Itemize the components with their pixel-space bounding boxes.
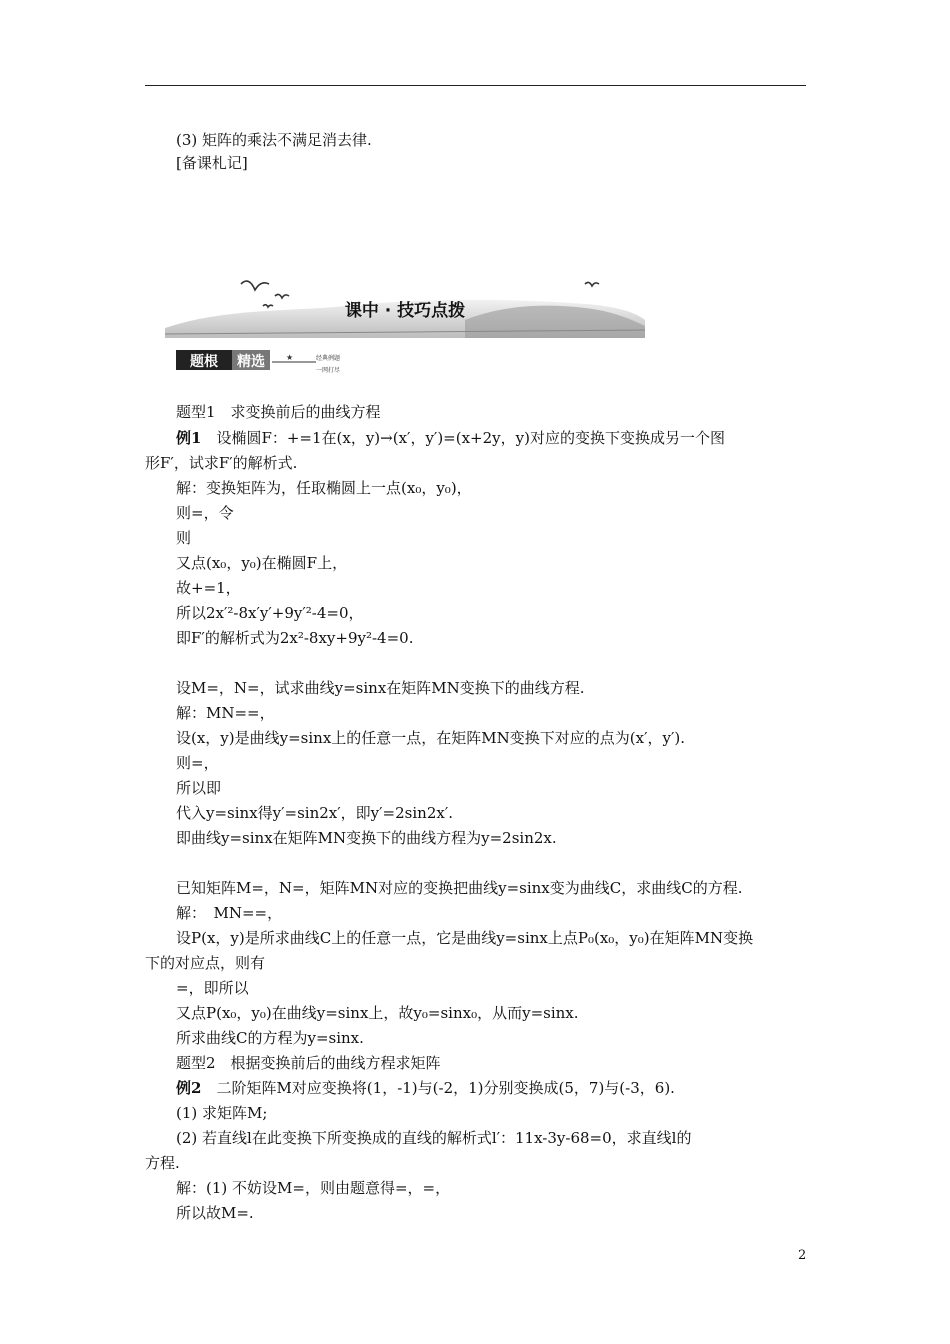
badge-sub: 精选 (237, 354, 265, 370)
solution-2-line-1: 解：(1) 不妨设M=，则由题意得=，=， (176, 1179, 451, 1197)
variant-1-solution-4: 所以即 (176, 779, 222, 797)
variant-1-solution-1: 解：MN==， (176, 704, 275, 722)
lesson-notes-label: [备课札记] (176, 154, 248, 172)
variant-2-solution-1: 解： MN==， (176, 904, 283, 922)
variant-1-solution-5: 代入y=sinx得y′=sin2x′，即y′=2sin2x′. (176, 804, 453, 822)
solution-1-line-5: 故+=1， (176, 579, 241, 597)
solution-1-line-2: 则=，令 (176, 504, 234, 522)
example-2-part-1: (1) 求矩阵M; (176, 1104, 268, 1122)
solution-2-line-2: 所以故M=. (176, 1204, 254, 1222)
badge-main: 题根 (190, 354, 218, 370)
banner-title: 课中 · 技巧点拨 (344, 301, 466, 321)
solution-1-line-3: 则 (176, 529, 192, 547)
star-icon: ★ (286, 353, 294, 362)
page-number: 2 (798, 1248, 807, 1263)
type-1-heading: 题型1 求变换前后的曲线方程 (176, 403, 381, 421)
solution-1-line-4: 又点(x₀，y₀)在椭圆F上， (176, 554, 348, 572)
variant-1-solution-3: 则=， (176, 754, 219, 772)
example-1-text: 设椭圆F：+=1在(x，y)→(x′，y′)=(x+2y，y)对应的变换下变换成另一个图 (201, 429, 725, 447)
example-2-line-1 (176, 1078, 675, 1098)
variant-1-solution-2: 设(x，y)是曲线y=sinx上的任意一点，在矩阵MN变换下对应的点为(x′，y′). (176, 729, 685, 747)
badge-note-1: 经典例题 (316, 355, 341, 362)
solution-1-line-6: 所以2x′²-8x′y′+9y′²-4=0， (176, 604, 364, 622)
example-2-part-2-cont: 方程. (145, 1154, 180, 1172)
example-1-line-2: 形F′，试求F′的解析式. (145, 454, 298, 472)
example-2-part-2: (2) 若直线l在此变换下所变换成的直线的解析式l′：11x-3y-68=0，求直线l的 (176, 1129, 692, 1147)
variant-2-solution-6: 所求曲线C的方程为y=sinx. (176, 1029, 364, 1047)
header-rule (145, 85, 806, 86)
badge-note-2: 一网打尽 (316, 367, 341, 374)
solution-1-line-7: 即F′的解析式为2x²-8xy+9y²-4=0. (176, 629, 414, 647)
variant-2-solution-3: 下的对应点，则有 (145, 954, 266, 972)
variant-2-question: 已知矩阵M=，N=，矩阵MN对应的变换把曲线y=sinx变为曲线C，求曲线C的方程. (176, 879, 743, 897)
section-banner (165, 268, 645, 344)
variant-1-solution-6: 即曲线y=sinx在矩阵MN变换下的曲线方程为y=2sin2x. (176, 829, 557, 847)
example-2-label: 例2 (176, 1079, 202, 1097)
example-1-line-1 (176, 428, 725, 448)
example-1-label: 例1 (176, 429, 202, 447)
item-3: (3) 矩阵的乘法不满足消去律. (176, 131, 372, 149)
question-badge (176, 346, 366, 376)
variant-1-question: 设M=，N=，试求曲线y=sinx在矩阵MN变换下的曲线方程. (176, 679, 585, 697)
solution-1-line-1: 解：变换矩阵为，任取椭圆上一点(x₀，y₀)， (176, 479, 472, 497)
example-2-text: 二阶矩阵M对应变换将(1，-1)与(-2，1)分别变换成(5，7)与(-3，6). (201, 1079, 675, 1097)
type-2-heading: 题型2 根据变换前后的曲线方程求矩阵 (176, 1054, 441, 1072)
variant-2-solution-5: 又点P(x₀，y₀)在曲线y=sinx上，故y₀=sinx₀，从而y=sinx. (176, 1004, 579, 1022)
variant-2-solution-4: =，即所以 (176, 979, 249, 997)
variant-2-solution-2: 设P(x，y)是所求曲线C上的任意一点，它是曲线y=sinx上点P₀(x₀，y₀)在矩阵MN变换 (176, 929, 754, 947)
